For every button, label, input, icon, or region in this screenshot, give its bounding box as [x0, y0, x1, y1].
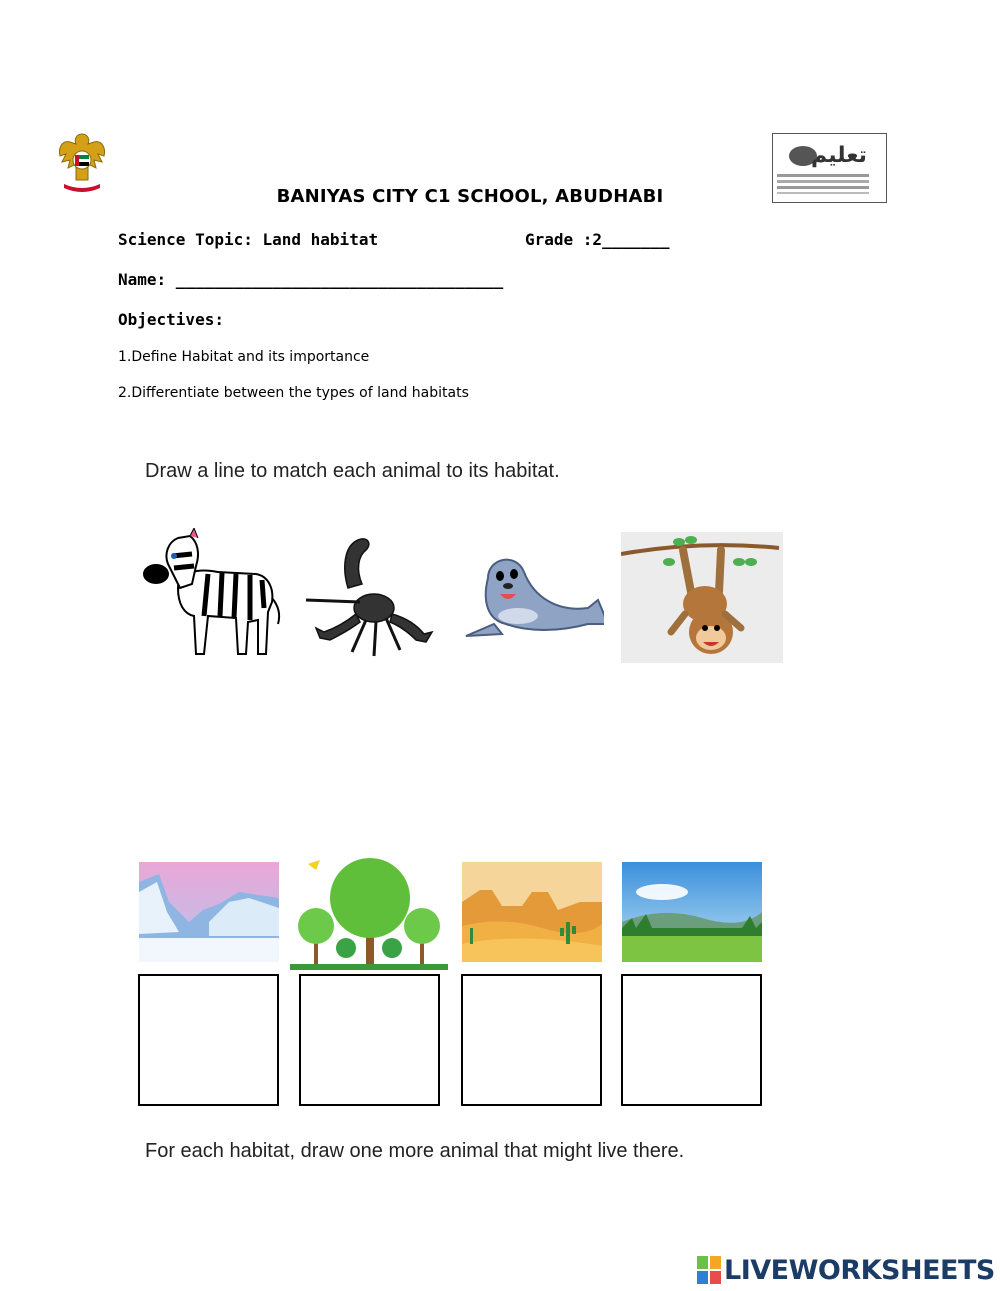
forest-habitat-icon: [290, 852, 448, 970]
polar-habitat-icon: [139, 862, 279, 962]
liveworksheets-logo-icon: [697, 1256, 721, 1284]
drawing-box[interactable]: [621, 974, 762, 1106]
match-instruction: Draw a line to match each animal to its habitat.: [145, 460, 560, 482]
monkey-icon[interactable]: [621, 532, 783, 663]
seal-icon[interactable]: [458, 528, 604, 664]
school-title: BANIYAS CITY C1 SCHOOL, ABUDHABI: [276, 186, 664, 207]
zebra-icon[interactable]: [138, 528, 284, 664]
drawing-box[interactable]: [299, 974, 440, 1106]
name-line: Name: __________________________________: [118, 270, 504, 289]
desert-habitat-icon: [462, 862, 602, 962]
drawing-box[interactable]: [461, 974, 602, 1106]
draw-instruction: For each habitat, draw one more animal that might live there.: [145, 1140, 685, 1162]
liveworksheets-brand: [697, 1253, 995, 1287]
grade-line: Grade :2_______: [525, 230, 670, 249]
objective-item: 1.Define Habitat and its importance: [118, 349, 370, 365]
drawing-box[interactable]: [138, 974, 279, 1106]
logo-text: تعليم: [811, 143, 867, 168]
objective-item: 2.Differentiate between the types of land habitats: [118, 385, 469, 401]
grassland-habitat-icon: [622, 862, 762, 962]
objectives-heading: Objectives:: [118, 310, 224, 329]
scorpion-icon[interactable]: [296, 528, 442, 664]
brand-text: LIVEWORKSHEETS: [724, 1254, 995, 1286]
topic-line: Science Topic: Land habitat: [118, 230, 379, 249]
